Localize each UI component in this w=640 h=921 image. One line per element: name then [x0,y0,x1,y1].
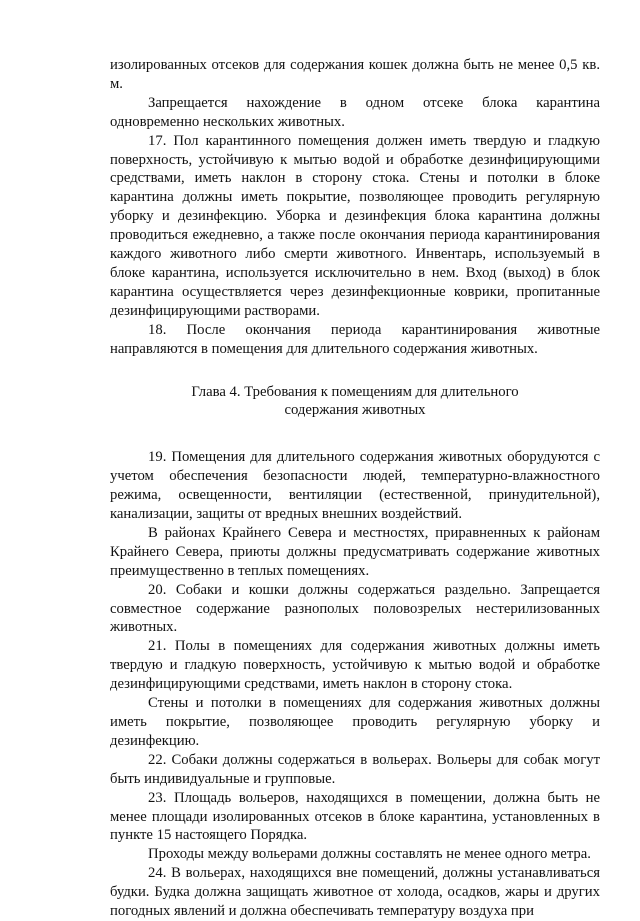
document-page [110,56,600,921]
paragraph-item-17: 17. Пол карантинного помещения должен иметь твердую и гладкую поверхность, устойчивую к мытью водой и обработке дезинфицирующими средствами, иметь наклон в сторону стока. Стены и потолки в блоке карантина должны иметь покрытие, позволяющее проводить регулярную уборку и дезинфекцию. Уборка и дезинфекция блока карантина должны проводиться ежедневно, а также после окончания периода карантинирования каждого животного либо смерти животного. Инвентарь, используемый в блоке карантина, используется исключительно в нем. Вход (выход) в блок карантина осуществляется через дезинфекционные коврики, пропитанные дезинфицирующими растворами. [110,132,600,319]
paragraph-item-21: 21. Полы в помещениях для содержания животных должны иметь твердую и гладкую поверхность, устойчивую к мытью водой и обработке дезинфицирующими средствами, иметь наклон в сторону стока. [110,638,600,693]
paragraph-item-20: 20. Собаки и кошки должны содержаться раздельно. Запрещается совместное содержание разнополых половозрелых нестерилизованных животных. [110,581,600,636]
paragraph-item-24: 24. В вольерах, находящихся вне помещений, должны устанавливаться будки. Будка должна защищать животное от холода, осадков, жары и других погодных явлений и должна обеспечивать температуру воздуха при [110,865,600,920]
paragraph-item-23: 23. Площадь вольеров, находящихся в помещении, должна быть не менее площади изолированных отсеков в блоке карантина, установленных в пункте 15 настоящего Порядка. [110,789,600,844]
chapter-heading-line-2: содержания животных [284,402,426,419]
paragraph-item-18: 18. После окончания периода карантинирования животные направляются в помещения для длительного содержания животных. [110,321,600,357]
paragraph-aisles: Проходы между вольерами должны составлять не менее одного метра. [148,846,591,863]
paragraph-continued: изолированных отсеков для содержания кошек должна быть не менее 0,5 кв. м. [110,57,600,92]
paragraph-far-north: В районах Крайнего Севера и местностях, приравненных к районам Крайнего Севера, приюты должны предусматривать содержание животных преимущественно в теплых помещениях. [110,524,600,579]
chapter-heading-line-1: Глава 4. Требования к помещениям для длительного [191,383,519,400]
paragraph-item-19: 19. Помещения для длительного содержания животных оборудуются с учетом обеспечения безопасности людей, температурно-влажностного режима, освещенности, вентиляции (естественной, принудительной), канализации, защиты от вредных внешних воздействий. [110,449,600,523]
paragraph-quarantine-single-animal: Запрещается нахождение в одном отсеке блока карантина одновременно нескольких животных. [110,94,600,130]
chapter-heading [110,383,600,421]
paragraph-item-22: 22. Собаки должны содержаться в вольерах. Вольеры для собак могут быть индивидуальные и групповые. [110,751,600,787]
paragraph-walls-ceilings: Стены и потолки в помещениях для содержания животных должны иметь покрытие, позволяющее проводить регулярную уборку и дезинфекцию. [110,695,600,749]
